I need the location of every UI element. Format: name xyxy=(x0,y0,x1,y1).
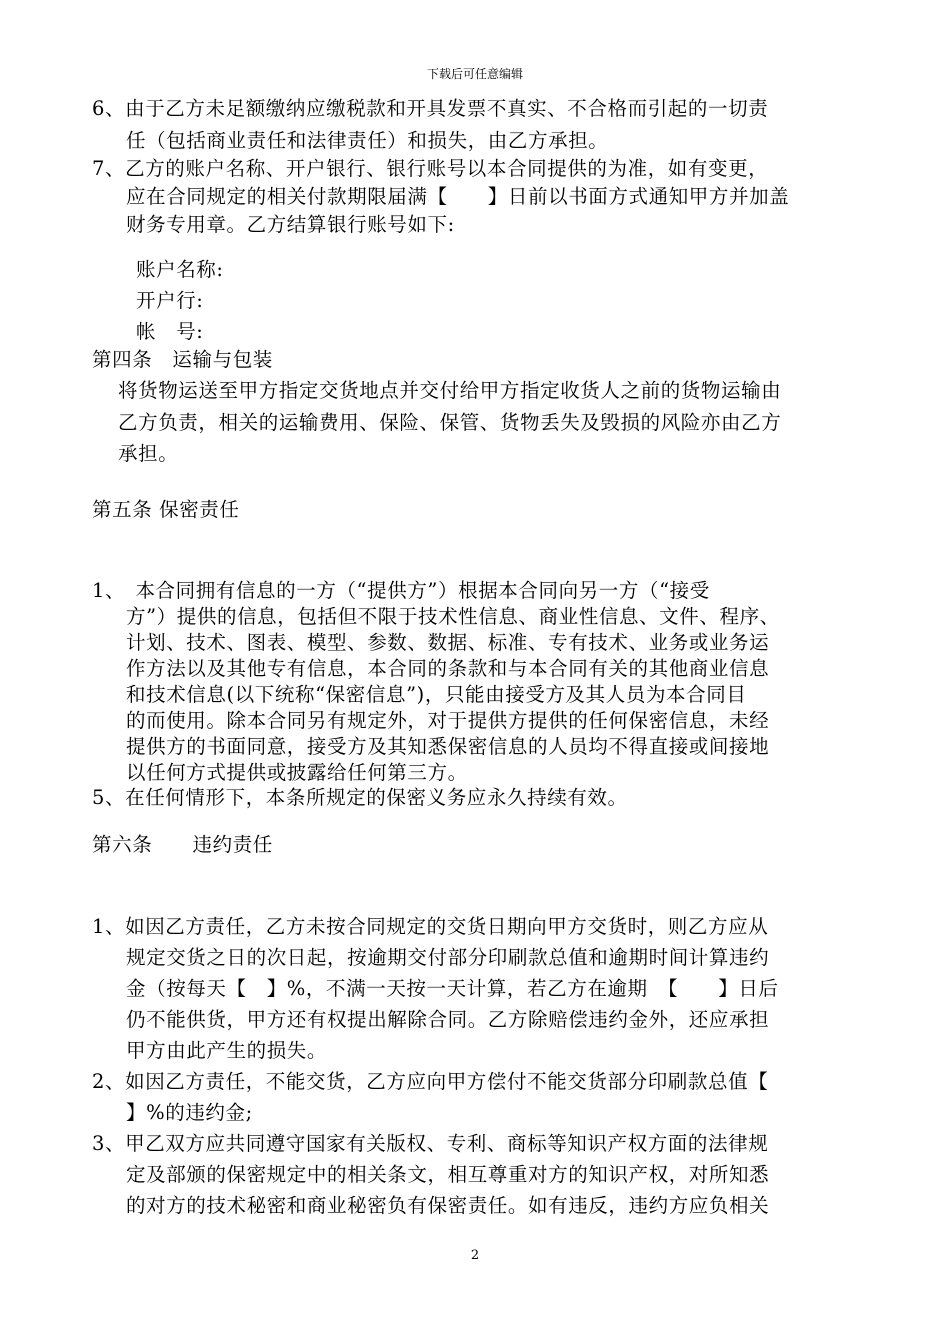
text-line: 提供方的书面同意，接受方及其知悉保密信息的人员均不得直接或间接地 xyxy=(126,735,770,758)
text-line: 方”）提供的信息，包括但不限于技术性信息、商业性信息、文件、程序、 xyxy=(126,605,780,628)
account-number-label: 帐 号: xyxy=(136,320,204,343)
text-line: 应在合同规定的相关付款期限届满【 】日前以书面方式通知甲方并加盖 xyxy=(126,185,790,208)
page-number: 2 xyxy=(470,1248,480,1263)
text-line: 以任何方式提供或披露给任何第三方。 xyxy=(126,761,468,784)
text-line: 】%的违约金; xyxy=(126,1101,253,1124)
text-line: 金（按每天【 】%，不满一天按一天计算，若乙方在逾期 【 】日后 xyxy=(126,977,779,1000)
text-line: 任（包括商业责任和法律责任）和损失，由乙方承担。 xyxy=(126,129,609,152)
page-header: 下载后可任意编辑 xyxy=(426,67,523,81)
text-line: 的而使用。除本合同另有规定外，对于提供方提供的任何保密信息，未经 xyxy=(126,709,770,732)
text-line: 作方法以及其他专有信息，本合同的条款和与本合同有关的其他商业信息 xyxy=(126,657,770,680)
text-line: 仍不能供货，甲方还有权提出解除合同。乙方除赔偿违约金外，还应承担 xyxy=(126,1008,770,1031)
text-line: 承担。 xyxy=(118,442,179,465)
section-heading: 第六条 违约责任 xyxy=(92,833,273,856)
section-heading: 第五条 保密责任 xyxy=(92,498,240,521)
account-name-label: 账户名称: xyxy=(136,258,224,281)
text-line: 3、甲乙双方应共同遵守国家有关版权、专利、商标等知识产权方面的法律规 xyxy=(92,1132,769,1155)
text-line: 1、如因乙方责任，乙方未按合同规定的交货日期向甲方交货时，则乙方应从 xyxy=(92,915,769,938)
section-heading: 第四条 运输与包装 xyxy=(92,348,273,371)
text-line: 乙方负责，相关的运输费用、保险、保管、货物丢失及毁损的风险亦由乙方 xyxy=(118,411,782,434)
text-line: 2、如因乙方责任，不能交货，乙方应向甲方偿付不能交货部分印刷款总值【 xyxy=(92,1070,769,1093)
text-line: 规定交货之日的次日起，按逾期交付部分印刷款总值和逾期时间计算违约 xyxy=(126,946,770,969)
text-line: 的对方的技术秘密和商业秘密负有保密责任。如有违反，违约方应负相关 xyxy=(126,1194,770,1217)
text-line: 计划、技术、图表、模型、参数、数据、标准、专有技术、业务或业务运 xyxy=(126,631,770,654)
text-line: 定及部颁的保密规定中的相关条文，相互尊重对方的知识产权，对所知悉 xyxy=(126,1163,770,1186)
text-line: 甲方由此产生的损失。 xyxy=(126,1039,328,1062)
text-line: 和技术信息(以下统称“保密信息”)，只能由接受方及其人员为本合同目 xyxy=(126,683,747,706)
text-line: 7、乙方的账户名称、开户银行、银行账号以本合同提供的为准，如有变更， xyxy=(92,157,769,180)
text-line: 5、在任何情形下，本条所规定的保密义务应永久持续有效。 xyxy=(92,786,628,809)
text-line: 1、 本合同拥有信息的一方（“提供方”）根据本合同向另一方（“接受 xyxy=(92,579,710,602)
text-line: 财务专用章。乙方结算银行账号如下: xyxy=(126,213,455,236)
text-line: 6、由于乙方未足额缴纳应缴税款和开具发票不真实、不合格而引起的一切责 xyxy=(92,97,769,120)
text-line: 将货物运送至甲方指定交货地点并交付给甲方指定收货人之前的货物运输由 xyxy=(118,379,782,402)
bank-label: 开户行: xyxy=(136,289,204,312)
